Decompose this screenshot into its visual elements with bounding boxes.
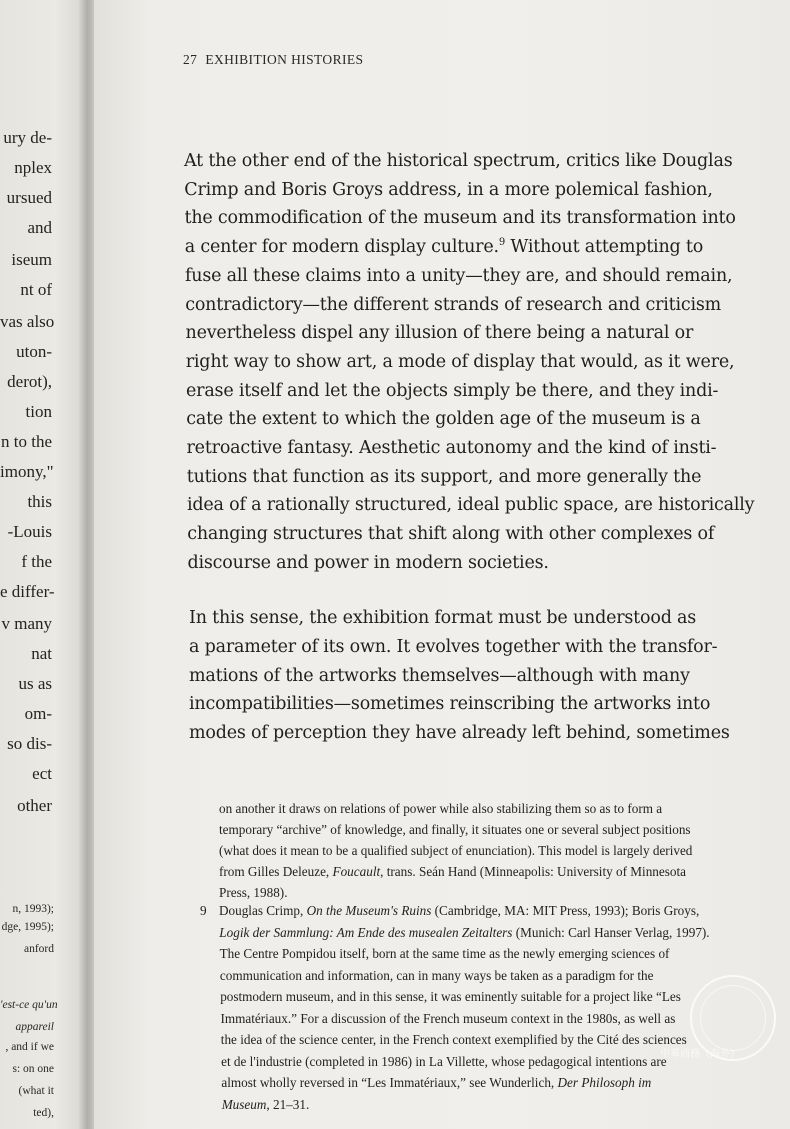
- body-line: contradictory—the different strands of research and criticism: [185, 294, 722, 315]
- page-number: 27: [183, 52, 198, 67]
- body-line: At the other end of the historical spectrum, critics like Douglas: [184, 151, 733, 171]
- footnote-number: 9: [200, 903, 207, 918]
- body-line: cate the extent to which the golden age of the museum is a: [186, 409, 701, 430]
- watermark-text: 中華商務（海外）: [660, 1049, 740, 1060]
- footnote-line: Museum, 21–31.: [221, 1096, 310, 1112]
- facing-page-line: so dis-: [7, 734, 52, 753]
- facing-page-line: ursued: [6, 188, 52, 207]
- facing-page-line: om-: [24, 704, 52, 723]
- body-line: changing structures that shift along with other complexes of: [187, 524, 715, 545]
- facing-page-line: imony,": [0, 462, 54, 481]
- facing-page-line: derot),: [7, 372, 52, 391]
- body-line: a center for modern display culture.$^9$ Without attempting to: [184, 237, 704, 258]
- body-line: the commodification of the museum and its transformation into: [184, 208, 736, 229]
- footnote-line: on another it draws on relations of power while also stabilizing them so as to form a: [219, 801, 663, 816]
- body-line: incompatibilities—sometimes reinscribing the artworks into: [189, 694, 711, 715]
- footnote-line: postmodern museum, and in this sense, it was eminently suitable for a project like “Les: [220, 989, 681, 1004]
- body-line: tutions that function as its support, and more generally the: [186, 466, 702, 487]
- footnote-marker: 9: [498, 237, 506, 249]
- footnote-line: almost wholly reversed in “Les Immatériaux,” see Wunderlich, Der Philosoph im: [221, 1075, 652, 1090]
- body-line: discourse and power in modern societies.: [187, 552, 549, 573]
- facing-page-line: and: [27, 218, 52, 237]
- facing-page-note-line: s: on one: [12, 1063, 54, 1075]
- facing-page-line: vas also: [0, 312, 55, 331]
- facing-page-line: nt of: [20, 280, 52, 299]
- body-line: nevertheless dispel any illusion of there being a natural or: [185, 323, 694, 344]
- body-line: mations of the artworks themselves—although with many: [189, 665, 690, 686]
- footnote-line: communication and information, can in many ways be taken as a paradigm for the: [219, 967, 654, 983]
- footnote-line: The Centre Pompidou itself, born at the same time as the newly emerging sciences of: [219, 946, 670, 961]
- body-line: retroactive fantasy. Aesthetic autonomy and the kind of insti-: [186, 438, 717, 458]
- facing-page-note-line: n, 1993);: [12, 903, 54, 915]
- footnote-line: et de l'industrie (completed in 1986) in La Villette, whose pedagogical intentions are: [221, 1053, 667, 1069]
- body-line: Crimp and Boris Groys address, in a more polemical fashion,: [184, 179, 713, 200]
- facing-page-line: tion: [25, 402, 52, 421]
- facing-page-note-line: anford: [23, 943, 54, 955]
- facing-page-note-line: , and if we: [5, 1041, 54, 1053]
- body-line: idea of a rationally structured, ideal public space, are historically: [187, 495, 755, 516]
- body-line: fuse all these claims into a unity—they are, and should remain,: [185, 265, 733, 286]
- footnote-line: the idea of the science center, in the French context exemplified by the Cité des sciences: [220, 1032, 687, 1047]
- facing-page-line: f the: [21, 552, 52, 571]
- footnote-line: Immatériaux.” For a discussion of the French museum context in the 1980s, as well as: [220, 1010, 676, 1026]
- facing-page-line: nplex: [14, 158, 52, 177]
- facing-page-note-line: appareil: [15, 1021, 54, 1033]
- body-line: a parameter of its own. It evolves together with the transfor-: [189, 636, 718, 657]
- facing-page-line: e differ-: [0, 582, 55, 601]
- facing-page-line: ect: [32, 764, 52, 783]
- facing-page-note-line: dge, 1995);: [1, 921, 54, 933]
- facing-page-line: v many: [1, 614, 52, 633]
- footnote-line: temporary “archive” of knowledge, and finally, it situates one or several subject positions: [219, 822, 691, 837]
- facing-page-note-line: (what it: [18, 1085, 54, 1097]
- facing-page-line: this: [27, 492, 52, 511]
- facing-page-line: -Louis: [7, 522, 52, 541]
- footnote-line: Press, 1988).: [219, 885, 288, 900]
- body-line: modes of perception they have already left behind, sometimes: [189, 723, 730, 744]
- facing-page-note-line: 'est-ce qu'un: [0, 999, 58, 1011]
- running-head-title: EXHIBITION HISTORIES: [205, 52, 364, 67]
- facing-page-note-line: ted),: [33, 1107, 54, 1119]
- footnote-line: from Gilles Deleuze, Foucault, trans. Seán Hand (Minneapolis: University of Minnesota: [219, 864, 686, 879]
- facing-page-line: ury de-: [3, 128, 52, 147]
- footnote-line: Logik der Sammlung: Am Ende des musealen Zeitalters (Munich: Carl Hanser Verlag, 1997).: [219, 924, 710, 940]
- facing-page-line: uton-: [16, 342, 52, 361]
- running-head: [183, 52, 363, 70]
- body-line: In this sense, the exhibition format must be understood as: [189, 608, 697, 628]
- footnote-line: (what does it mean to be a qualified subject of enunciation). This model is largely derived: [219, 843, 693, 858]
- body-line: right way to show art, a mode of display that would, as it were,: [185, 351, 735, 372]
- facing-page-line: n to the: [1, 432, 52, 451]
- facing-page-line: nat: [31, 644, 52, 663]
- body-line: erase itself and let the objects simply be there, and they indi-: [186, 380, 719, 401]
- facing-page-line: us as: [18, 674, 52, 693]
- facing-page-line: iseum: [11, 250, 52, 269]
- facing-page-line: other: [17, 796, 52, 815]
- footnote-line: Douglas Crimp, On the Museum's Ruins (Cambridge, MA: MIT Press, 1993); Boris Groys,: [219, 903, 700, 918]
